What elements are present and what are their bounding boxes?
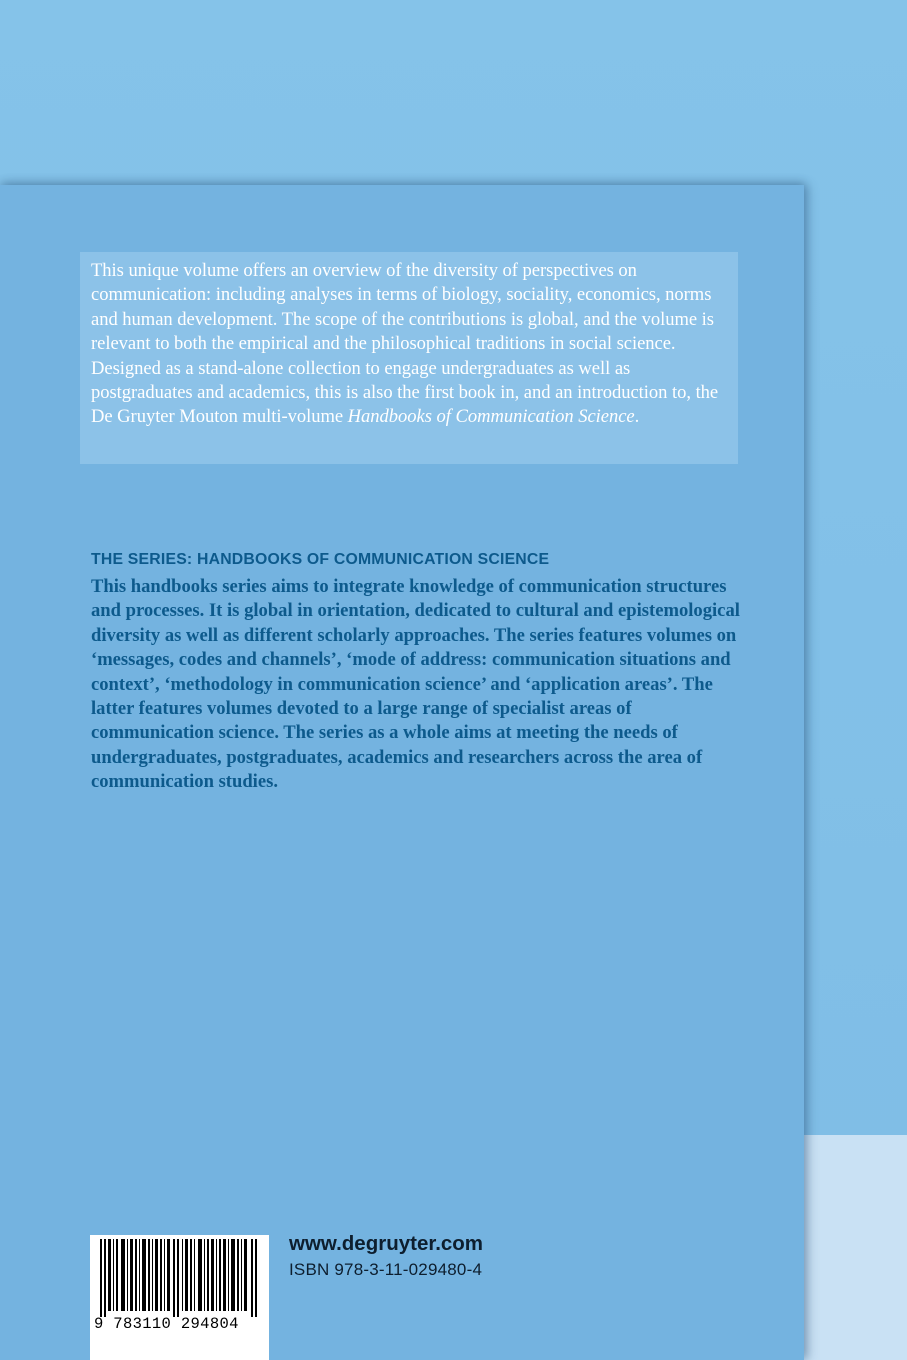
isbn: ISBN 978-3-11-029480-4 <box>289 1260 483 1279</box>
series-body: This handbooks series aims to integrate knowledge of communication structures and processes. It is global in orientation, dedicated to cultural and epistemological diversity as well as different scholarly approaches. The series features volumes on ‘messages, codes and channels’, ‘mode of address: communication situations and context’, ‘methodology in communication science’ and ‘application areas’. The latter features volumes devoted to a large range of specialist areas of communication science. The series as a whole aims at meeting the needs of undergraduates, postgraduates, academics and researchers across the area of communication studies. <box>91 576 740 793</box>
blurb-text <box>91 259 731 430</box>
background-right-strip <box>804 1135 907 1360</box>
series-heading: THE SERIES: HANDBOOKS OF COMMUNICATION SCIENCE <box>91 551 550 568</box>
barcode-digits: 9 783110 294804 <box>94 1315 239 1333</box>
blurb-italic-title: Handbooks of Communication Science <box>347 406 635 428</box>
barcode <box>90 1235 269 1360</box>
barcode-bars <box>96 1239 262 1317</box>
blurb-lead: This unique volume offers an overview of the diversity of perspectives on communication: including analyses in terms of biology, sociality, economics, norms and human development. The scope of the contributions is global, and the volume is relevant to both the empirical and the philosophical traditions in social science. Designed as a stand-alone collection to engage undergraduates as well as postgraduates and academics, this is also the first book in, and an introduction to, the De Gruyter Mouton multi-volume <box>91 260 719 428</box>
publisher-website[interactable]: www.degruyter.com <box>289 1232 484 1255</box>
blurb-end: . <box>634 406 640 428</box>
